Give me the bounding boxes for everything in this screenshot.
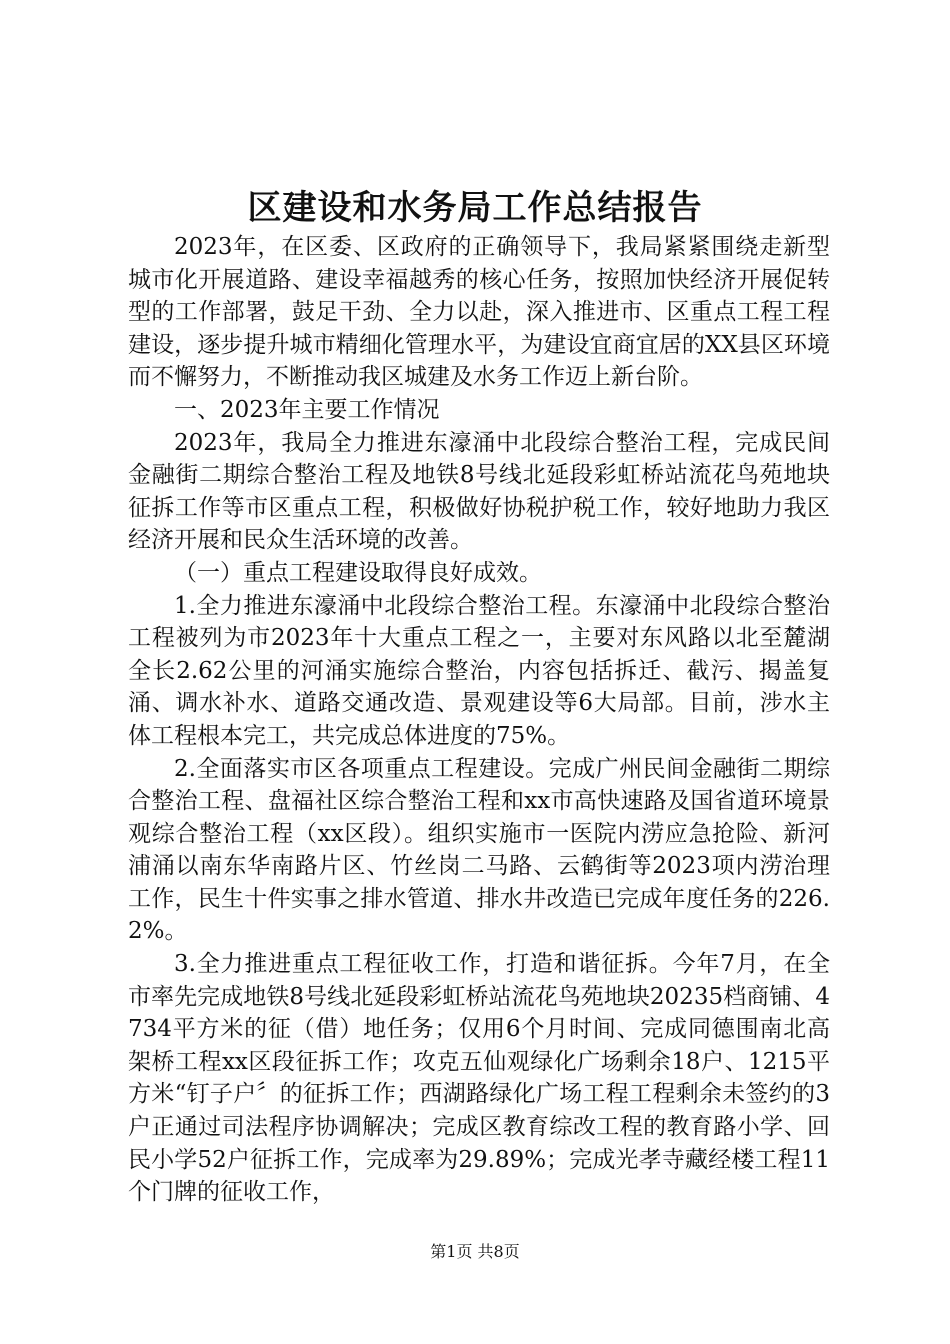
page-number-footer: 第1页 共8页 <box>430 1242 520 1261</box>
section-summary-paragraph: 2023年，我局全力推进东濠涌中北段综合整治工程，完成民间金融街二期综合整治工程及地铁8号线北延段彩虹桥站流花鸟苑地块征拆工作等市区重点工程，积极做好协税护税工作，较好地助力我区经济开展和民众生活环境的改善。 <box>128 429 830 554</box>
sub-section-heading: （一）重点工程建设取得良好成效。 <box>174 559 542 586</box>
intro-paragraph: 2023年，在区委、区政府的正确领导下，我局紧紧围绕走新型城市化开展道路、建设幸福越秀的核心任务，按照加快经济开展促转型的工作部署，鼓足干劲、全力以赴，深入推进市、区重点工程工程建设，逐步提升城市精细化管理水平，为建设宜商宜居的XX县区环境而不懈努力，不断推动我区城建及水务工作迈上新台阶。 <box>128 234 830 391</box>
section-heading: 一、2023年主要工作情况 <box>174 396 440 423</box>
document-title: 区建设和水务局工作总结报告 <box>247 188 703 228</box>
item-3-paragraph: 3.全力推进重点工程征收工作，打造和谐征拆。今年7月，在全市率先完成地铁8号线北延段彩虹桥站流花鸟苑地块20235档商铺、4734平方米的征（借）地任务；仅用6个月时间、完成同德围南北高架桥工程xx区段征拆工作；攻克五仙观绿化广场剩余18户、1215平方米“钉子户〞的征拆工作；西湖路绿化广场工程工程剩余未签约的3户正通过司法程序协调解决；完成区教育综改工程的教育路小学、回民小学52户征拆工作，完成率为29.89%；完成光孝寺藏经楼工程11个门牌的征收工作， <box>128 951 830 1206</box>
document-body <box>128 231 830 1209</box>
item-1-paragraph: 1.全力推进东濠涌中北段综合整治工程。东濠涌中北段综合整治工程被列为市2023年十大重点工程之一，主要对东风路以北至麓湖全长2.62公里的河涌实施综合整治，内容包括拆迁、截污、揭盖复涌、调水补水、道路交通改造、景观建设等6大局部。目前，涉水主体工程根本完工，共完成总体进度的75%。 <box>128 592 830 749</box>
item-2-paragraph: 2.全面落实市区各项重点工程建设。完成广州民间金融街二期综合整治工程、盘福社区综合整治工程和xx市高快速路及国省道环境景观综合整治工程（xx区段）。组织实施市一医院内涝应急抢险、新河浦涌以南东华南路片区、竹丝岗二马路、云鹤街等2023项内涝治理工作，民生十件实事之排水管道、排水井改造已完成年度任务的226.2%。 <box>128 755 830 945</box>
